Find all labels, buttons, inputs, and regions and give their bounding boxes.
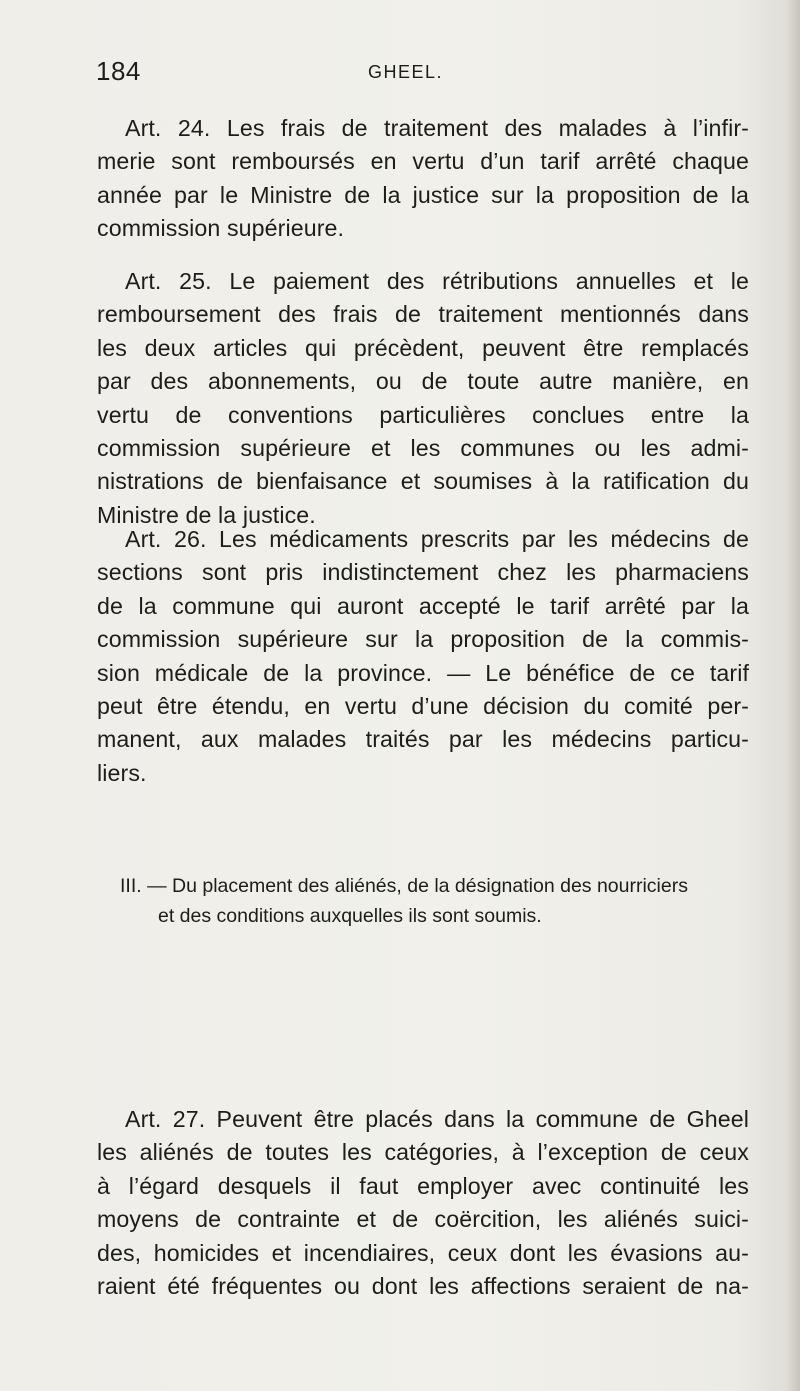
text-line: remboursement des frais de traitement mentionnés dans <box>97 301 749 328</box>
text-line: manent, aux malades traités par les médecins particu- <box>97 726 749 753</box>
section-heading-line: III. — Du placement des aliénés, de la désignation des nourriciers <box>120 875 688 897</box>
running-head: GHEEL. <box>368 62 444 82</box>
text-line: des, homicides et incendiaires, ceux dont les évasions au- <box>97 1239 749 1266</box>
text-line: Art. 26. Les médicaments prescrits par les médecins de <box>125 526 749 552</box>
text-line: nistrations de bienfaisance et soumises à la ratification du <box>97 468 749 495</box>
text-line: commission supérieure sur la proposition de la commis- <box>97 626 749 653</box>
text-line: sion médicale de la province. — Le bénéfice de ce tarif <box>97 659 749 686</box>
text-line: raient été fréquentes ou dont les affections seraient de na- <box>97 1273 749 1300</box>
text-line: Art. 27. Peuvent être placés dans la commune de Gheel <box>125 1106 749 1132</box>
text-line: Art. 25. Le paiement des rétributions annuelles et le <box>125 268 749 294</box>
text-line: par des abonnements, ou de toute autre manière, en <box>97 368 749 395</box>
text-line: liers. <box>97 759 147 786</box>
page-edge-shadow <box>786 0 800 1391</box>
article-26 <box>97 523 749 790</box>
text-line: merie sont remboursés en vertu d’un tarif arrêté chaque <box>97 148 749 175</box>
text-line: peut être étendu, en vertu d’une décision du comité per- <box>97 693 749 720</box>
text-line: sections sont pris indistinctement chez les pharmaciens <box>97 559 749 586</box>
article-24 <box>97 112 749 246</box>
text-line: les aliénés de toutes les catégories, à l’exception de ceux <box>97 1139 749 1166</box>
text-line: commission supérieure et les communes ou les admi- <box>97 435 749 462</box>
article-25 <box>97 265 749 532</box>
article-27 <box>97 1103 749 1303</box>
text-line: les deux articles qui précèdent, peuvent être remplacés <box>97 334 749 361</box>
text-line: de la commune qui auront accepté le tarif arrêté par la <box>97 592 749 619</box>
page-number: 184 <box>96 56 141 86</box>
text-line: Art. 24. Les frais de traitement des malades à l’infir- <box>125 115 749 141</box>
text-line: moyens de contrainte et de coërcition, les aliénés suici- <box>97 1206 749 1233</box>
section-heading <box>120 871 740 931</box>
text-line: à l’égard desquels il faut employer avec continuité les <box>97 1172 749 1199</box>
text-line: année par le Ministre de la justice sur la proposition de la <box>97 181 749 208</box>
text-line: Ministre de la justice. <box>97 501 316 528</box>
text-line: vertu de conventions particulières conclues entre la <box>97 401 749 428</box>
section-heading-line: et des conditions auxquelles ils sont soumis. <box>158 905 542 927</box>
page-header <box>96 56 696 96</box>
text-line: commission supérieure. <box>97 215 345 242</box>
